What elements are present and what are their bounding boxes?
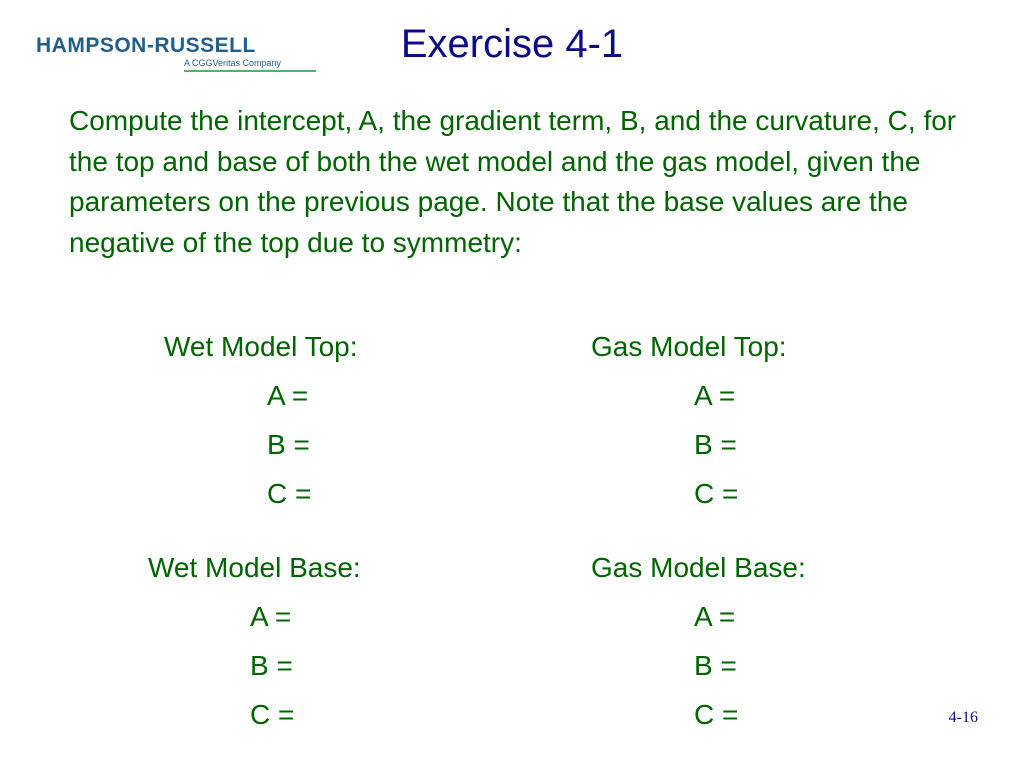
page-number: 4-16 [948,709,978,726]
slide-title: Exercise 4-1 [400,22,624,66]
logo-tagline: A CGGVeritas Company [184,58,282,68]
wet-top-b: B = [267,429,310,460]
wet-top-a: A = [267,380,309,411]
wet-base-a: A = [250,601,292,632]
slide-intro-text: Compute the intercept, A, the gradient term, B, and the curvature, C, for the top and base of both the wet model and the gas model, given the parameters on the previous page. Note that the base values are the negative of the top due to symmetry: [69,105,957,258]
wet-top-label: Wet Model Top: [164,331,358,362]
gas-top-c: C = [694,478,739,509]
gas-top-a: A = [694,380,736,411]
wet-base-label: Wet Model Base: [148,552,361,583]
gas-top-label: Gas Model Top: [591,331,787,362]
logo-underline [184,70,316,72]
gas-base-c: C = [694,699,739,730]
gas-base-b: B = [694,650,737,681]
logo-brand: HAMPSON-RUSSELL [36,34,256,57]
gas-base-label: Gas Model Base: [591,552,806,583]
gas-top-b: B = [694,429,737,460]
gas-base-a: A = [694,601,736,632]
wet-base-c: C = [250,699,295,730]
wet-base-b: B = [250,650,293,681]
wet-top-c: C = [267,478,312,509]
